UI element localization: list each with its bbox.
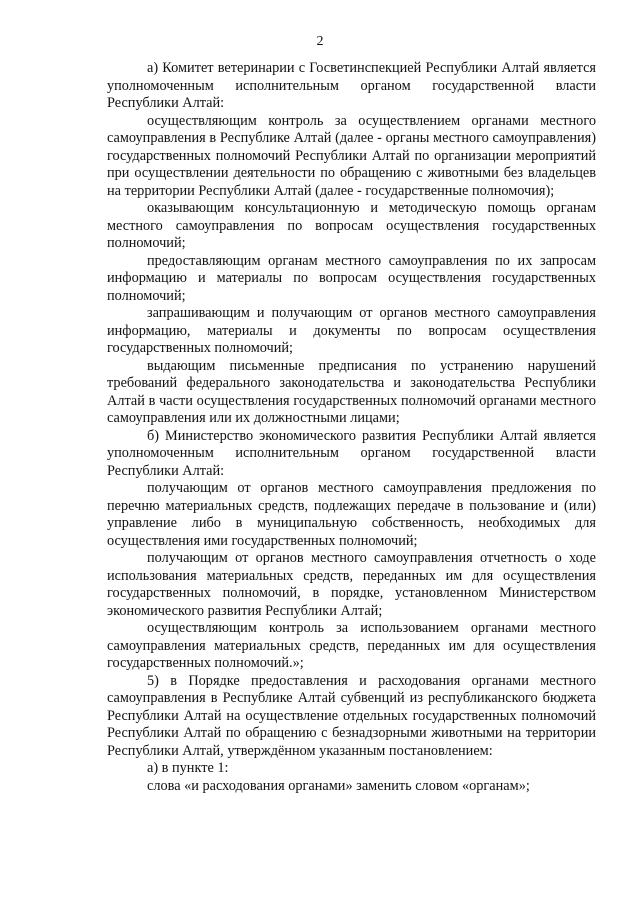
paragraph-replace-words: слова «и расходования органами» заменить словом «органам»; <box>147 777 530 794</box>
paragraph-subitem-a: а) в пункте 1: <box>147 760 229 776</box>
paragraph-receiving-reports: получающим от органов местного самоуправления отчетность о ходе использования материальных средств, переданных им для осуществления государственных полномочий, в порядке, установленном Министерством экономического развития Республики Алтай; <box>107 550 596 619</box>
paragraph-control-implementation: осуществляющим контроль за осуществлением органами местного самоуправления в Республике Алтай (далее - органы местного самоуправления) государственных полномочий Республики Алтай по организации мероприятий при осуществлении деятельности по обращению с животными без владельцев на территории Республики Алтай (далее - государственные полномочия); <box>107 112 596 199</box>
paragraph-committee-veterinary: а) Комитет ветеринарии с Госветинспекцией Республики Алтай является уполномоченным исполнительным органом государственной власти Республики Алтай: <box>107 60 596 111</box>
paragraph-item-5-procedure: 5) в Порядке предоставления и расходования органами местного самоуправления в Республике Алтай субвенций из республиканского бюджета Республики Алтай на осуществление отдельных государственных полномочий Республики Алтай по обращению с безнадзорными животными на территории Республики Алтай, утверждённом указанным постановлением: <box>107 672 596 759</box>
document-body <box>107 60 596 795</box>
paragraph-issuing-orders: выдающим письменные предписания по устранению нарушений требований федерального законодательства и законодательства Республики Алтай в части осуществления государственных полномочий органами местного самоуправления или их должностными лицами; <box>107 357 596 426</box>
paragraph-providing-information: предоставляющим органам местного самоуправления по их запросам информацию и материалы по вопросам осуществления государственных полномочий; <box>107 252 596 304</box>
paragraph-requesting-information: запрашивающим и получающим от органов местного самоуправления информацию, материалы и документы по вопросам осуществления государственных полномочий; <box>107 305 596 356</box>
paragraph-receiving-proposals: получающим от органов местного самоуправления предложения по перечню материальных средств, подлежащих передаче в пользование и (или) управление либо в муниципальную собственность, необходимых для осуществления ими государственных полномочий; <box>107 480 596 549</box>
page-number: 2 <box>316 34 324 49</box>
paragraph-control-usage: осуществляющим контроль за использованием органами местного самоуправления материальных средств, переданных им для осуществления государственных полномочий.»; <box>107 620 596 671</box>
paragraph-consulting-assistance: оказывающим консультационную и методическую помощь органам местного самоуправления по вопросам осуществления государственных полномочий; <box>107 200 596 251</box>
paragraph-ministry-economic: б) Министерство экономического развития Республики Алтай является уполномоченным исполнительным органом государственной власти Республики Алтай: <box>107 427 596 479</box>
